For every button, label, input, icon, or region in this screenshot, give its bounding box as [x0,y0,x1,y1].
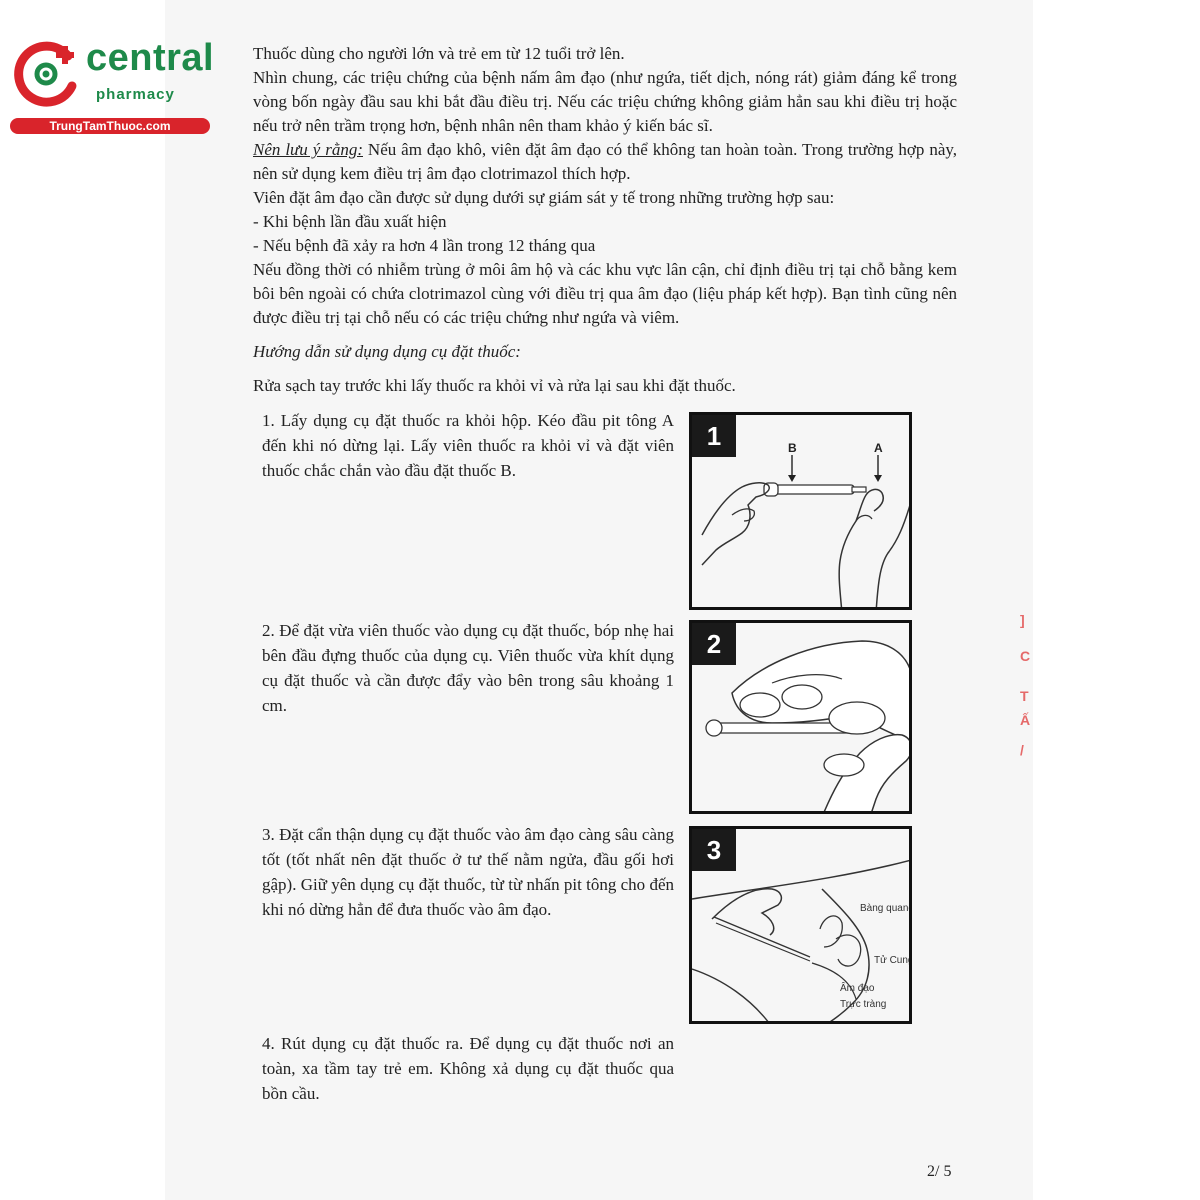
step-2-illustration [689,620,912,814]
label-a: A [874,441,883,455]
step-2-text: 2. Để đặt vừa viên thuốc vào dụng cụ đặt thuốc, bóp nhẹ hai bên đầu đựng thuốc của dụng cụ. Viên thuốc vừa khít dụng cụ đặt thuốc và cần được đẩy vào bên trong sâu khoảng 1 cm. [262,621,674,715]
label-uterus: Tử Cung [874,955,914,966]
instructions-body [253,42,957,398]
paragraph-supervision: Viên đặt âm đạo cần được sử dụng dưới sự giám sát y tế trong những trường hợp sau: [253,188,835,207]
step-3-illustration [689,826,912,1024]
step-1-number: 1 [692,415,736,457]
paragraph-age: Thuốc dùng cho người lớn và trẻ em từ 12 tuổi trở lên. [253,44,625,63]
paragraph-combination: Nếu đồng thời có nhiễm trùng ở môi âm hộ và các khu vực lân cận, chỉ định điều trị tại chỗ bằng kem bôi bên ngoài có chứa clotrimazol cùng với điều trị qua âm đạo (liệu pháp kết hợp). Bạn tình cũng nên được điều trị tại chỗ nếu có các triệu chứng như ngứa và viêm. [253,260,957,327]
step-3-number: 3 [692,829,736,871]
paragraph-note [253,138,957,186]
paragraph-wash-hands: Rửa sạch tay trước khi lấy thuốc ra khỏi vỉ và rửa lại sau khi đặt thuốc. [253,376,736,395]
paragraph-symptoms: Nhìn chung, các triệu chứng của bệnh nấm âm đạo (như ngứa, tiết dịch, nóng rát) giảm đáng kể trong vòng bốn ngày đầu sau khi bắt đầu điều trị. Nếu các triệu chứng không giảm hẳn sau khi điều trị hoặc nếu trở nên trầm trọng hơn, bệnh nhân nên tham khảo ý kiến bác sĩ. [253,68,957,135]
central-pharmacy-logo [10,38,215,138]
page-number: 2/ 5 [927,1163,952,1180]
bullet-first-occurrence: - Khi bệnh lần đầu xuất hiện [253,212,447,231]
label-vagina: Âm đạo [840,983,875,994]
step-3-text: 3. Đặt cẩn thận dụng cụ đặt thuốc vào âm đạo càng sâu càng tốt (tốt nhất nên đặt thuốc ở tư thế nằm ngửa, đầu gối hơi gập). Giữ yên dụng cụ đặt thuốc, từ từ nhấn pit tông cho đến khi nó dừng hẳn để đưa thuốc vào âm đạo. [262,825,674,919]
step-1-illustration [689,412,912,610]
label-rectum: Trực tràng [840,999,887,1010]
label-bladder: Bàng quang [860,903,914,914]
brand-name: central [86,37,215,79]
brand-website: TrungTamThuoc.com [10,118,210,134]
note-label: Nên lưu ý rằng: [253,140,363,159]
step-1-text: 1. Lấy dụng cụ đặt thuốc ra khỏi hộp. Kéo đầu pit tông A đến khi nó dừng lại. Lấy viên thuốc ra khỏi vỉ và đặt viên thuốc chắc chắn vào đầu đặt thuốc B. [262,411,674,480]
step-2-number: 2 [692,623,736,665]
brand-subtitle: pharmacy [96,86,175,103]
logo-mark-icon [12,38,84,110]
step-4-text: 4. Rút dụng cụ đặt thuốc ra. Để dụng cụ đặt thuốc nơi an toàn, xa tầm tay trẻ em. Không xả dụng cụ đặt thuốc qua bồn cầu. [262,1034,674,1103]
red-stamp-fragment: ] C T Ấ / [1020,612,1031,758]
bullet-recurrence: - Nếu bệnh đã xảy ra hơn 4 lần trong 12 tháng qua [253,236,596,255]
label-b: B [788,441,797,455]
section-heading: Hướng dẫn sử dụng dụng cụ đặt thuốc: [253,342,521,361]
note-text: Nếu âm đạo khô, viên đặt âm đạo có thể không tan hoàn toàn. Trong trường hợp này, nên sử dụng kem điều trị âm đạo clotrimazol thích hợp. [253,140,958,183]
